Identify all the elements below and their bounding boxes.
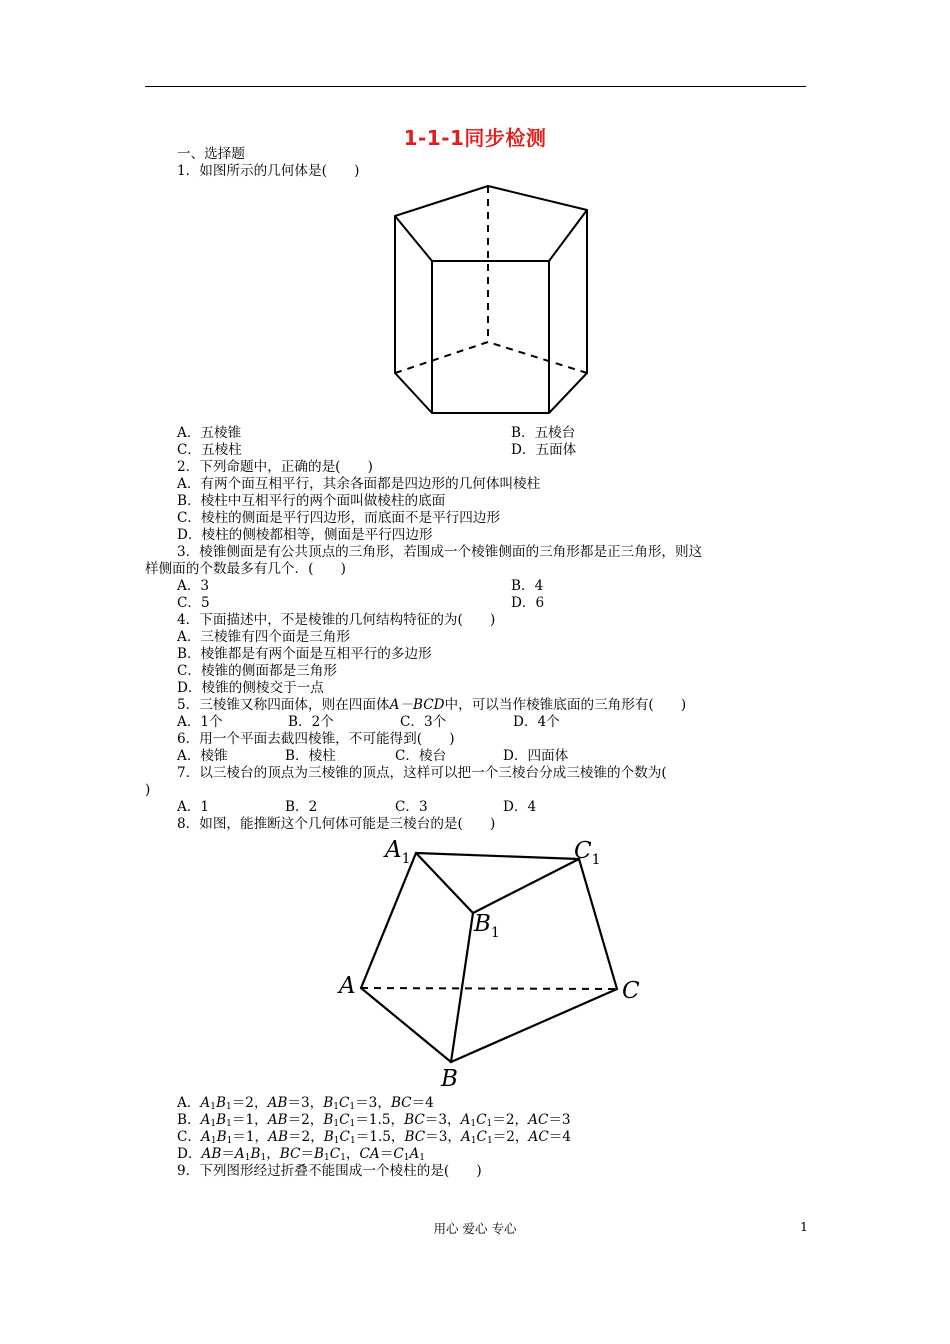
q1-option-d: D．五面体 xyxy=(511,442,577,458)
q5-option-b: B．2个 xyxy=(288,714,334,730)
q6-option-a: A．棱锥 xyxy=(177,748,228,764)
q6-option-c: C．棱台 xyxy=(395,748,447,764)
q5-option-a: A．1个 xyxy=(177,714,223,730)
question-9-stem: 9．下列图形经过折叠不能围成一个棱柱的是( ) xyxy=(177,1163,482,1179)
q2-option-a: A．有两个面互相平行，其余各面都是四边形的几何体叫棱柱 xyxy=(177,476,541,492)
pentagonal-prism-figure xyxy=(385,180,605,420)
q4-option-b: B．棱锥都是有两个面是互相平行的多边形 xyxy=(177,646,432,662)
q5-stem-post: 中，可以当作棱锥底面的三角形有( ) xyxy=(444,697,687,713)
q5-stem-math: A－BCD xyxy=(389,697,445,713)
q3-option-a: A．3 xyxy=(177,578,210,594)
label-b1: $B_1$ xyxy=(474,911,500,941)
question-5-stem xyxy=(177,697,686,714)
label-c: C xyxy=(622,978,640,1004)
q2-option-c: C．棱柱的侧面是平行四边形，而底面不是平行四边形 xyxy=(177,510,501,526)
question-3-stem-line1: 3．棱锥侧面是有公共顶点的三角形，若围成一个棱锥侧面的三角形都是正三角形，则这 xyxy=(177,544,703,560)
frustum-figure xyxy=(330,832,660,1094)
q7-option-d: D．4 xyxy=(503,799,537,815)
question-4-stem: 4．下面描述中，不是棱锥的几何结构特征的为( ) xyxy=(177,612,496,628)
question-8-stem: 8．如图，能推断这个几何体可能是三棱台的是( ) xyxy=(177,816,496,832)
question-7-stem-line1: 7．以三棱台的顶点为三棱锥的顶点，这样可以把一个三棱台分成三棱锥的个数为( xyxy=(177,765,667,781)
q3-option-c: C．5 xyxy=(177,595,210,611)
q7-option-b: B．2 xyxy=(285,799,318,815)
q2-option-d: D．棱柱的侧棱都相等，侧面是平行四边形 xyxy=(177,527,433,543)
section-heading: 一、选择题 xyxy=(177,146,245,162)
page-title: 1-1-1同步检测 xyxy=(403,126,547,150)
q1-option-c: C．五棱柱 xyxy=(177,442,242,458)
question-1-stem: 1．如图所示的几何体是( ) xyxy=(177,163,360,179)
q7-option-a: A．1 xyxy=(177,799,210,815)
q8-option-c: C．$A_1B_1=1$，AB＝2，$B_1C_1=1.5$，BC＝3，$A_1C_1=2$，AC＝4 xyxy=(177,1129,571,1146)
question-7-stem-line2: ) xyxy=(145,782,151,798)
q5-option-c: C．3个 xyxy=(400,714,447,730)
q2-option-b: B．棱柱中互相平行的两个面叫做棱柱的底面 xyxy=(177,493,446,509)
q4-option-c: C．棱锥的侧面都是三角形 xyxy=(177,663,337,679)
label-c1: $C_1$ xyxy=(574,838,601,868)
question-6-stem: 6．用一个平面去截四棱锥，不可能得到( ) xyxy=(177,731,455,747)
q8-option-a: A．$A_1B_1=2$，AB＝3，$B_1C_1=3$，BC＝4 xyxy=(177,1095,434,1112)
label-b: B xyxy=(441,1066,458,1092)
label-a1: $A_1$ xyxy=(385,837,411,867)
q1-option-a: A．五棱锥 xyxy=(177,425,242,441)
question-2-stem: 2．下列命题中，正确的是( ) xyxy=(177,459,373,475)
label-a: A xyxy=(339,973,356,999)
q5-option-d: D．4个 xyxy=(513,714,560,730)
footer-text: 用心 爱心 专心 xyxy=(433,1221,517,1236)
q3-option-b: B．4 xyxy=(511,578,544,594)
q5-stem-pre: 5．三棱锥又称四面体，则在四面体 xyxy=(177,697,390,713)
q8-option-b: B．$A_1B_1=1$，AB＝2，$B_1C_1=1.5$，BC＝3，$A_1C_1=2$，AC＝3 xyxy=(177,1112,571,1129)
q4-option-d: D．棱锥的侧棱交于一点 xyxy=(177,680,324,696)
q4-option-a: A．三棱锥有四个面是三角形 xyxy=(177,629,350,645)
q3-option-d: D．6 xyxy=(511,595,545,611)
q8-option-d: D．$AB=A_1B_1$，$BC=B_1C_1$，$CA=C_1A_1$ xyxy=(177,1146,426,1163)
q7-option-c: C．3 xyxy=(395,799,428,815)
question-3-stem-line2: 样侧面的个数最多有几个．( ) xyxy=(145,561,346,577)
q6-option-d: D．四面体 xyxy=(503,748,569,764)
header-rule xyxy=(145,86,806,87)
q1-option-b: B．五棱台 xyxy=(511,425,576,441)
page-number: 1 xyxy=(800,1219,808,1234)
q6-option-b: B．棱柱 xyxy=(285,748,336,764)
